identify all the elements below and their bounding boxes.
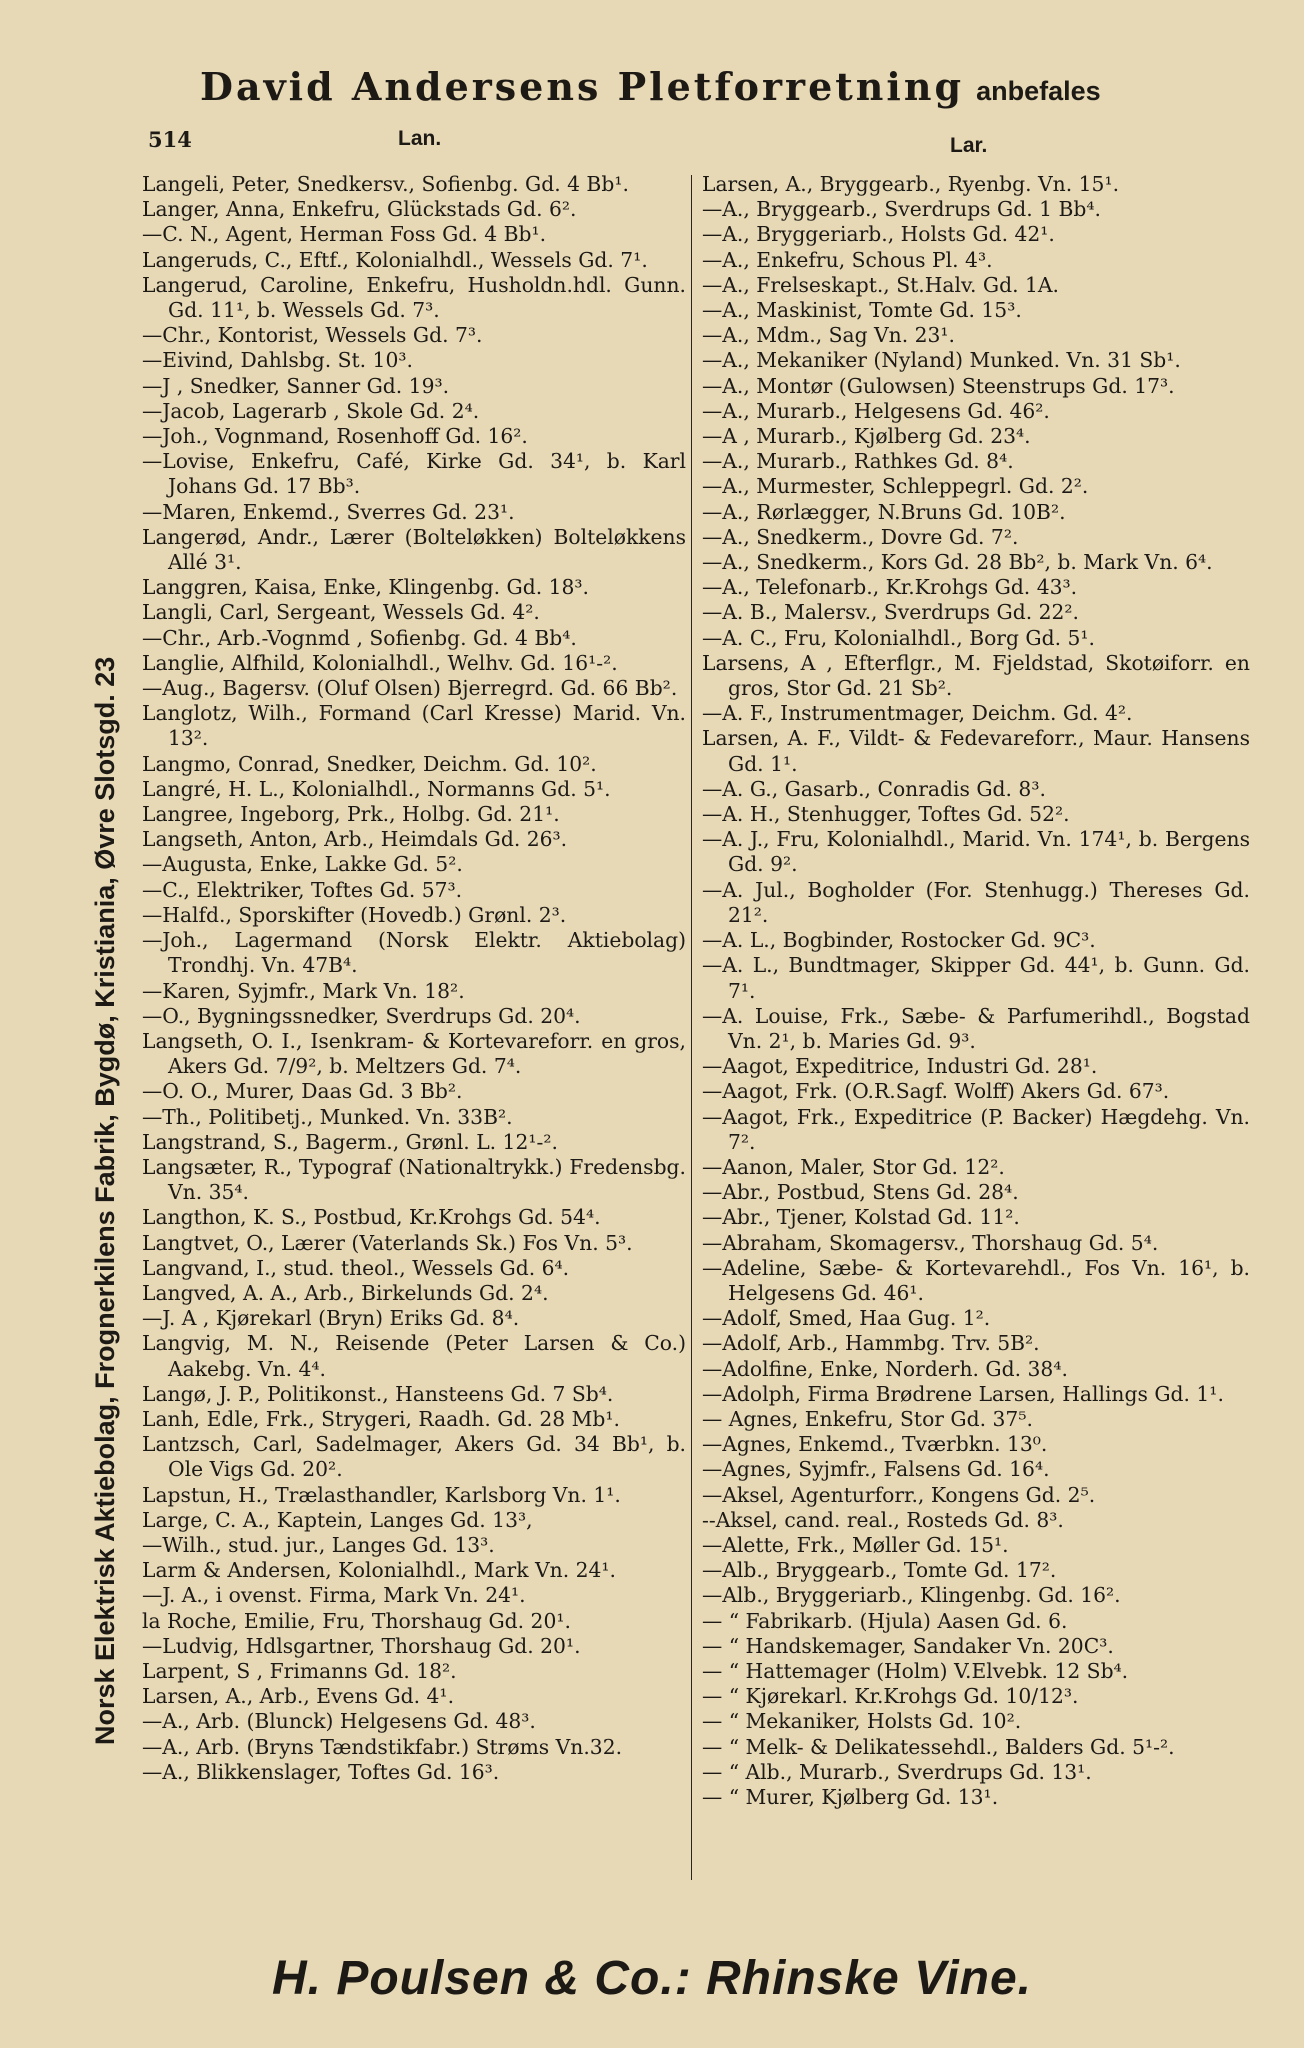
directory-entry: —Abr., Postbud, Stens Gd. 28⁴. bbox=[702, 1180, 1019, 1205]
directory-entry: —A , Murarb., Kjølberg Gd. 23⁴. bbox=[702, 424, 1031, 449]
directory-entry: —Abraham, Skomagersv., Thorshaug Gd. 5⁴. bbox=[702, 1230, 1159, 1255]
directory-entry: —Aksel, Agenturforr., Kongens Gd. 2⁵. bbox=[702, 1482, 1096, 1507]
directory-entry: —Joh., Vognmand, Rosenhoff Gd. 16². bbox=[142, 424, 528, 449]
directory-entry: — “ Fabrikarb. (Hjula) Aasen Gd. 6. bbox=[702, 1608, 1068, 1633]
directory-entry: Larsen, A., Bryggearb., Ryenbg. Vn. 15¹. bbox=[702, 172, 1120, 196]
directory-entry: —Augusta, Enke, Lakke Gd. 5². bbox=[142, 852, 463, 877]
directory-entry: —O., Bygningssnedker, Sverdrups Gd. 20⁴. bbox=[142, 1003, 581, 1028]
directory-entry: Langerød, Andr., Lærer (Bolteløkken) Bolteløkkens Allé 3¹. bbox=[142, 524, 686, 575]
directory-entry: Langsæter, R., Typograf (Nationaltrykk.) Fredensbg. Vn. 35⁴. bbox=[142, 1154, 686, 1205]
header-advertisement bbox=[200, 64, 1101, 109]
directory-entry: —Alette, Frk., Møller Gd. 15¹. bbox=[702, 1532, 1009, 1557]
directory-entry: —Adolph, Firma Brødrene Larsen, Hallings Gd. 1¹. bbox=[702, 1381, 1224, 1406]
directory-entry: —Wilh., stud. jur., Langes Gd. 13³. bbox=[142, 1532, 495, 1557]
page-number: 514 bbox=[148, 127, 192, 152]
directory-entry: —A., Mdm., Sag Vn. 23¹. bbox=[702, 323, 955, 348]
directory-entry: —Chr., Arb.-Vognmd , Sofienbg. Gd. 4 Bb⁴. bbox=[142, 625, 577, 650]
directory-entry: —A., Snedkerm., Dovre Gd. 7². bbox=[702, 524, 1019, 549]
directory-entry: —A., Maskinist, Tomte Gd. 15³. bbox=[702, 298, 1022, 323]
directory-entry: —A. H., Stenhugger, Toftes Gd. 52². bbox=[702, 802, 1070, 827]
directory-entry: —Eivind, Dahlsbg. St. 10³. bbox=[142, 348, 413, 373]
directory-entry: —A., Rørlægger, N.Bruns Gd. 10B². bbox=[702, 499, 1066, 524]
directory-entry: Langstrand, S., Bagerm., Grønl. L. 12¹-². bbox=[142, 1129, 558, 1154]
header-ad-company: David Andersens Pletforretning bbox=[200, 64, 965, 109]
directory-entry: —Karen, Syjmfr., Mark Vn. 18². bbox=[142, 978, 465, 1003]
directory-entry: — “ Murer, Kjølberg Gd. 13¹. bbox=[702, 1785, 999, 1809]
directory-entry: —C., Elektriker, Toftes Gd. 57³. bbox=[142, 877, 463, 902]
directory-entry: —A. Jul., Bogholder (For. Stenhugg.) Thereses Gd. 21². bbox=[702, 877, 1250, 927]
directory-entry: —A. L., Bundtmager, Skipper Gd. 44¹, b. Gunn. Gd. 7¹. bbox=[702, 953, 1250, 1003]
left-column bbox=[142, 172, 686, 1785]
directory-entry: Langseth, O. I., Isenkram- & Kortevareforr. en gros, Akers Gd. 7/9², b. Meltzers Gd. 7⁴. bbox=[142, 1028, 686, 1079]
directory-entry: —A., Telefonarb., Kr.Krohgs Gd. 43³. bbox=[702, 575, 1078, 600]
directory-entry: —Agnes, Syjmfr., Falsens Gd. 16⁴. bbox=[702, 1457, 1050, 1482]
right-column bbox=[702, 172, 1250, 1810]
directory-entry: Lantzsch, Carl, Sadelmager, Akers Gd. 34 Bb¹, b. Ole Vigs Gd. 20². bbox=[142, 1432, 686, 1482]
directory-entry: Langeruds, C., Eftf., Kolonialhdl., Wessels Gd. 7¹. bbox=[142, 247, 648, 272]
directory-entry: Langvig, M. N., Reisende (Peter Larsen & Co.) Aakebg. Vn. 4⁴. bbox=[142, 1331, 686, 1381]
directory-entry: Langved, A. A., Arb., Birkelunds Gd. 2⁴. bbox=[142, 1280, 549, 1305]
directory-entry: la Roche, Emilie, Fru, Thorshaug Gd. 20¹. bbox=[142, 1608, 571, 1633]
directory-entry: —A., Bryggeriarb., Holsts Gd. 42¹. bbox=[702, 222, 1055, 247]
directory-entry: —Adolf, Smed, Haa Gug. 1². bbox=[702, 1306, 991, 1331]
directory-entry: —Adolfine, Enke, Norderh. Gd. 38⁴. bbox=[702, 1356, 1068, 1381]
directory-entry: —Halfd., Sporskifter (Hovedb.) Grønl. 2³. bbox=[142, 902, 567, 927]
directory-entry: —A., Murarb., Rathkes Gd. 8⁴. bbox=[702, 449, 1014, 474]
side-advertisement: Norsk Elektrisk Aktiebolag, Frognerkilens Fabrik, Bygdø, Kristiania, Øvre Slotsgd. 23 bbox=[90, 656, 120, 1745]
directory-entry: —A., Arb. (Blunck) Helgesens Gd. 48³. bbox=[142, 1709, 536, 1734]
directory-entry: —J. A., i ovenst. Firma, Mark Vn. 24¹. bbox=[142, 1583, 526, 1608]
directory-entry: — “ Kjørekarl. Kr.Krohgs Gd. 10/12³. bbox=[702, 1684, 1079, 1709]
directory-entry: —Aagot, Expeditrice, Industri Gd. 28¹. bbox=[702, 1054, 1098, 1079]
directory-entry: —Aanon, Maler, Stor Gd. 12². bbox=[702, 1154, 1005, 1179]
directory-entry: —Aagot, Frk., Expeditrice (P. Backer) Hægdehg. Vn. 7². bbox=[702, 1104, 1250, 1154]
directory-entry: —A. B., Malersv., Sverdrups Gd. 22². bbox=[702, 600, 1079, 625]
directory-entry: Langthon, K. S., Postbud, Kr.Krohgs Gd. 54⁴. bbox=[142, 1205, 601, 1230]
guide-word-left: Lan. bbox=[398, 127, 442, 150]
directory-entry: Langlotz, Wilh., Formand (Carl Kresse) Marid. Vn. 13². bbox=[142, 701, 686, 751]
directory-entry: Langli, Carl, Sergeant, Wessels Gd. 4². bbox=[142, 600, 540, 625]
directory-entry: Langré, H. L., Kolonialhdl., Normanns Gd. 5¹. bbox=[142, 776, 611, 801]
directory-entry: — “ Mekaniker, Holsts Gd. 10². bbox=[702, 1709, 1022, 1734]
directory-entry: --Aksel, cand. real., Rosteds Gd. 8³. bbox=[702, 1507, 1064, 1532]
directory-entry: Larpent, S , Frimanns Gd. 18². bbox=[142, 1658, 457, 1683]
directory-entry: Large, C. A., Kaptein, Langes Gd. 13³, bbox=[142, 1507, 533, 1532]
directory-entry: —A. C., Fru, Kolonialhdl., Borg Gd. 5¹. bbox=[702, 625, 1095, 650]
header-ad-verb: anbefales bbox=[976, 76, 1101, 106]
directory-entry: —A. G., Gasarb., Conradis Gd. 8³. bbox=[702, 776, 1046, 801]
directory-entry: — Agnes, Enkefru, Stor Gd. 37⁵. bbox=[702, 1406, 1033, 1431]
directory-entry: —A., Murarb., Helgesens Gd. 46². bbox=[702, 398, 1050, 423]
directory-entry: — “ Hattemager (Holm) V.Elvebk. 12 Sb⁴. bbox=[702, 1658, 1129, 1683]
directory-entry: — “ Alb., Murarb., Sverdrups Gd. 13¹. bbox=[702, 1759, 1092, 1784]
directory-entry: —Ludvig, Hdlsgartner, Thorshaug Gd. 20¹. bbox=[142, 1633, 581, 1658]
directory-entry: —A., Snedkerm., Kors Gd. 28 Bb², b. Mark Vn. 6⁴. bbox=[702, 550, 1213, 575]
directory-entry: —Abr., Tjener, Kolstad Gd. 11². bbox=[702, 1205, 1020, 1230]
directory-entry: —Joh., Lagermand (Norsk Elektr. Aktiebolag) Trondhj. Vn. 47B⁴. bbox=[142, 928, 686, 978]
directory-entry: Langeli, Peter, Snedkersv., Sofienbg. Gd. 4 Bb¹. bbox=[142, 172, 629, 196]
directory-entry: —A., Bryggearb., Sverdrups Gd. 1 Bb⁴. bbox=[702, 197, 1101, 222]
directory-entry: —Aagot, Frk. (O.R.Sagf. Wolff) Akers Gd. 67³. bbox=[702, 1079, 1170, 1104]
directory-entry: —A., Frelseskapt., St.Halv. Gd. 1A. bbox=[702, 272, 1059, 297]
directory-entry: —J , Snedker, Sanner Gd. 19³. bbox=[142, 373, 450, 398]
directory-entry: Langø, J. P., Politikonst., Hansteens Gd. 7 Sb⁴. bbox=[142, 1381, 614, 1406]
directory-entry: —A., Mekaniker (Nyland) Munked. Vn. 31 Sb¹. bbox=[702, 348, 1181, 373]
directory-entry: — “ Melk- & Delikatessehdl., Balders Gd. 5¹-². bbox=[702, 1734, 1175, 1759]
directory-entry: — “ Handskemager, Sandaker Vn. 20C³. bbox=[702, 1633, 1114, 1658]
directory-entry: —Adolf, Arb., Hammbg. Trv. 5B². bbox=[702, 1331, 1040, 1356]
directory-entry: —A., Montør (Gulowsen) Steenstrups Gd. 17³. bbox=[702, 373, 1175, 398]
directory-entry: Langgren, Kaisa, Enke, Klingenbg. Gd. 18³. bbox=[142, 575, 589, 600]
directory-entry: Langseth, Anton, Arb., Heimdals Gd. 26³. bbox=[142, 827, 568, 852]
directory-entry: Lanh, Edle, Frk., Strygeri, Raadh. Gd. 28 Mb¹. bbox=[142, 1406, 620, 1431]
directory-entry: —J. A , Kjørekarl (Bryn) Eriks Gd. 8⁴. bbox=[142, 1306, 520, 1331]
directory-entry: —Alb., Bryggearb., Tomte Gd. 17². bbox=[702, 1558, 1057, 1583]
directory-entry: Larm & Andersen, Kolonialhdl., Mark Vn. 24¹. bbox=[142, 1558, 616, 1583]
directory-entry: —A. Louise, Frk., Sæbe- & Parfumerihdl., Bogstad Vn. 2¹, b. Maries Gd. 9³. bbox=[702, 1003, 1250, 1053]
directory-entry: Larsen, A., Arb., Evens Gd. 4¹. bbox=[142, 1684, 455, 1709]
directory-entry: Larsen, A. F., Vildt- & Fedevareforr., Maur. Hansens Gd. 1¹. bbox=[702, 726, 1250, 776]
directory-entry: —Maren, Enkemd., Sverres Gd. 23¹. bbox=[142, 499, 515, 524]
directory-entry: —A., Enkefru, Schous Pl. 4³. bbox=[702, 247, 993, 272]
directory-entry: Larsens, A , Efterflgr., M. Fjeldstad, Skotøiforr. en gros, Stor Gd. 21 Sb². bbox=[702, 650, 1250, 701]
column-divider bbox=[691, 175, 692, 1880]
directory-entry: Langree, Ingeborg, Prk., Holbg. Gd. 21¹. bbox=[142, 802, 560, 827]
directory-entry: Langer, Anna, Enkefru, Glückstads Gd. 6². bbox=[142, 197, 577, 222]
directory-entry: Langmo, Conrad, Snedker, Deichm. Gd. 10². bbox=[142, 751, 597, 776]
directory-entry: —Jacob, Lagerarb , Skole Gd. 2⁴. bbox=[142, 398, 480, 423]
directory-entry: —A., Arb. (Bryns Tændstikfabr.) Strøms Vn.32. bbox=[142, 1734, 623, 1759]
directory-entry: —Lovise, Enkefru, Café, Kirke Gd. 34¹, b. Karl Johans Gd. 17 Bb³. bbox=[142, 449, 686, 499]
directory-entry: —Agnes, Enkemd., Tværbkn. 13⁰. bbox=[702, 1432, 1048, 1457]
directory-entry: —A. F., Instrumentmager, Deichm. Gd. 4². bbox=[702, 701, 1133, 726]
directory-entry: —Th., Politibetj., Munked. Vn. 33B². bbox=[142, 1104, 513, 1129]
directory-entry: —A., Murmester, Schleppegrl. Gd. 2². bbox=[702, 474, 1089, 499]
directory-entry: —Adeline, Sæbe- & Kortevarehdl., Fos Vn. 16¹, b. Helgesens Gd. 46¹. bbox=[702, 1255, 1250, 1305]
directory-entry: Langtvet, O., Lærer (Vaterlands Sk.) Fos Vn. 5³. bbox=[142, 1230, 633, 1255]
directory-entry: Langlie, Alfhild, Kolonialhdl., Welhv. Gd. 16¹-². bbox=[142, 650, 618, 675]
directory-entry: —A., Blikkenslager, Toftes Gd. 16³. bbox=[142, 1759, 500, 1784]
directory-entry: —A. J., Fru, Kolonialhdl., Marid. Vn. 174¹, b. Bergens Gd. 9². bbox=[702, 827, 1250, 877]
footer-advertisement: H. Poulsen & Co.: Rhinske Vine. bbox=[272, 1952, 1032, 2005]
directory-entry: —O. O., Murer, Daas Gd. 3 Bb². bbox=[142, 1079, 463, 1104]
directory-entry: —Aug., Bagersv. (Oluf Olsen) Bjerregrd. Gd. 66 Bb². bbox=[142, 676, 678, 701]
directory-entry: —C. N., Agent, Herman Foss Gd. 4 Bb¹. bbox=[142, 222, 547, 247]
guide-word-right: Lar. bbox=[950, 134, 988, 157]
directory-entry: —Alb., Bryggeriarb., Klingenbg. Gd. 16². bbox=[702, 1583, 1121, 1608]
directory-entry: Lapstun, H., Trælasthandler, Karlsborg Vn. 1¹. bbox=[142, 1482, 621, 1507]
directory-entry: Langerud, Caroline, Enkefru, Husholdn.hdl. Gunn. Gd. 11¹, b. Wessels Gd. 7³. bbox=[142, 272, 686, 323]
directory-entry: —A. L., Bogbinder, Rostocker Gd. 9C³. bbox=[702, 928, 1096, 953]
directory-entry: —Chr., Kontorist, Wessels Gd. 7³. bbox=[142, 323, 483, 348]
directory-entry: Langvand, I., stud. theol., Wessels Gd. 6⁴. bbox=[142, 1255, 570, 1280]
